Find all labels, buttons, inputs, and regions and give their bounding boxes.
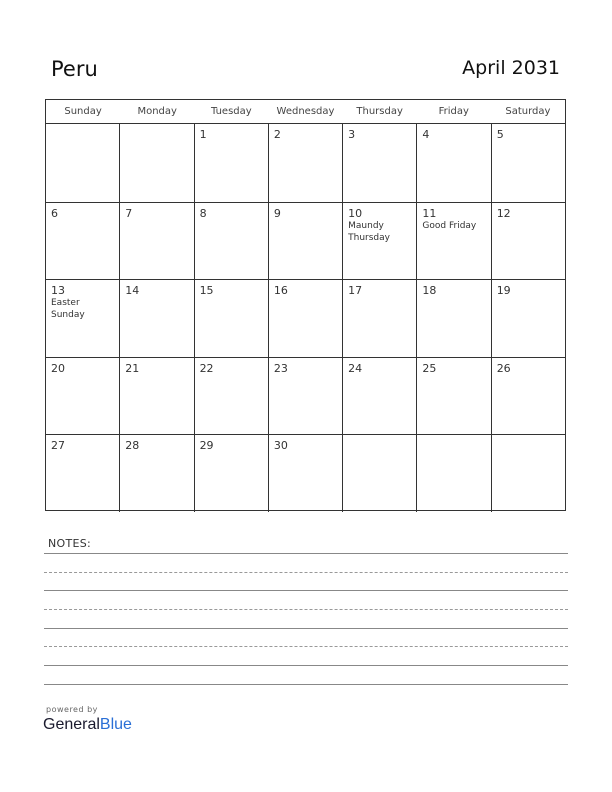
logo-blue: Blue xyxy=(99,716,132,733)
powered-by-text: powered by xyxy=(46,705,98,714)
day-cell xyxy=(194,358,268,435)
day-cell xyxy=(416,358,490,435)
weekday-label: Wednesday xyxy=(276,106,335,117)
weekday-label: Sunday xyxy=(64,106,102,117)
day-cell xyxy=(194,435,268,512)
day-number: 24 xyxy=(348,361,363,375)
day-cell xyxy=(46,203,119,280)
day-number: 29 xyxy=(199,439,214,453)
note-line xyxy=(44,628,568,629)
day-number: 18 xyxy=(422,284,437,298)
day-number: 16 xyxy=(273,284,288,298)
day-cell xyxy=(46,124,119,202)
day-number: 25 xyxy=(422,361,437,375)
day-cell xyxy=(119,203,193,280)
generalblue-logo xyxy=(43,716,132,734)
day-number: 17 xyxy=(348,284,363,298)
day-number: 3 xyxy=(348,128,356,141)
day-cell xyxy=(342,203,416,280)
note-line xyxy=(44,572,568,573)
note-line xyxy=(44,609,568,610)
day-number: 13 xyxy=(51,284,65,298)
day-number: 15 xyxy=(199,284,214,298)
day-cell xyxy=(268,280,342,357)
weekday-label: Saturday xyxy=(505,106,551,117)
day-cell xyxy=(268,358,342,435)
weekday-label: Friday xyxy=(438,106,469,117)
day-number: 19 xyxy=(496,284,511,298)
day-cell xyxy=(194,203,268,280)
day-number: 27 xyxy=(51,439,65,453)
logo-general: General xyxy=(43,716,100,733)
note-line xyxy=(44,590,568,591)
weekday-label: Tuesday xyxy=(211,106,252,117)
holiday-label: Maundy Thursday xyxy=(348,220,390,243)
day-cell xyxy=(416,435,490,512)
day-cell xyxy=(491,203,565,280)
day-cell xyxy=(194,124,268,202)
day-cell xyxy=(416,280,490,357)
day-cell xyxy=(268,124,342,202)
day-cell xyxy=(268,435,342,512)
day-number: 26 xyxy=(496,361,511,375)
day-cell xyxy=(46,358,119,435)
day-number: 28 xyxy=(125,439,140,453)
day-number: 14 xyxy=(125,284,140,298)
day-number: 21 xyxy=(125,361,140,375)
note-line xyxy=(44,646,568,647)
day-number: 20 xyxy=(51,361,65,375)
day-number: 10 xyxy=(348,206,363,220)
note-line xyxy=(44,665,568,666)
day-cell xyxy=(119,435,193,512)
day-cell xyxy=(491,280,565,357)
day-cell xyxy=(416,124,490,202)
week-row xyxy=(46,202,565,280)
week-row xyxy=(46,279,565,357)
calendar-grid xyxy=(45,99,566,511)
day-cell xyxy=(268,203,342,280)
day-cell xyxy=(46,280,119,357)
month-year-title: April 2031 xyxy=(462,57,560,79)
day-cell xyxy=(491,435,565,512)
day-number: 5 xyxy=(496,128,504,141)
day-cell xyxy=(491,124,565,202)
day-cell xyxy=(46,435,119,512)
country-title: Peru xyxy=(51,57,98,81)
day-number: 9 xyxy=(273,206,281,220)
day-cell xyxy=(119,358,193,435)
day-cell xyxy=(342,435,416,512)
day-number: 22 xyxy=(199,361,214,375)
week-row xyxy=(46,124,565,202)
week-row xyxy=(46,357,565,435)
day-cell xyxy=(342,358,416,435)
note-line xyxy=(44,553,568,554)
weekday-label: Monday xyxy=(137,106,177,117)
day-cell xyxy=(342,280,416,357)
day-cell xyxy=(119,124,193,202)
day-number: 23 xyxy=(273,361,288,375)
day-number: 1 xyxy=(199,128,207,141)
day-number: 7 xyxy=(125,206,133,220)
holiday-label: Good Friday xyxy=(422,220,477,231)
day-number: 30 xyxy=(273,439,288,453)
day-number: 6 xyxy=(51,206,58,220)
day-cell xyxy=(342,124,416,202)
holiday-label: Easter Sunday xyxy=(51,298,85,321)
day-cell xyxy=(194,280,268,357)
note-line xyxy=(44,684,568,685)
week-row xyxy=(46,434,565,512)
day-number: 2 xyxy=(273,128,281,141)
day-number: 12 xyxy=(496,206,511,220)
day-number: 11 xyxy=(422,206,437,220)
day-cell xyxy=(119,280,193,357)
day-number: 4 xyxy=(422,128,430,141)
day-cell xyxy=(416,203,490,280)
weekday-label: Thursday xyxy=(356,106,403,117)
day-cell xyxy=(491,358,565,435)
notes-label: NOTES: xyxy=(48,537,92,550)
weekday-header xyxy=(46,100,565,124)
day-number: 8 xyxy=(199,206,207,220)
